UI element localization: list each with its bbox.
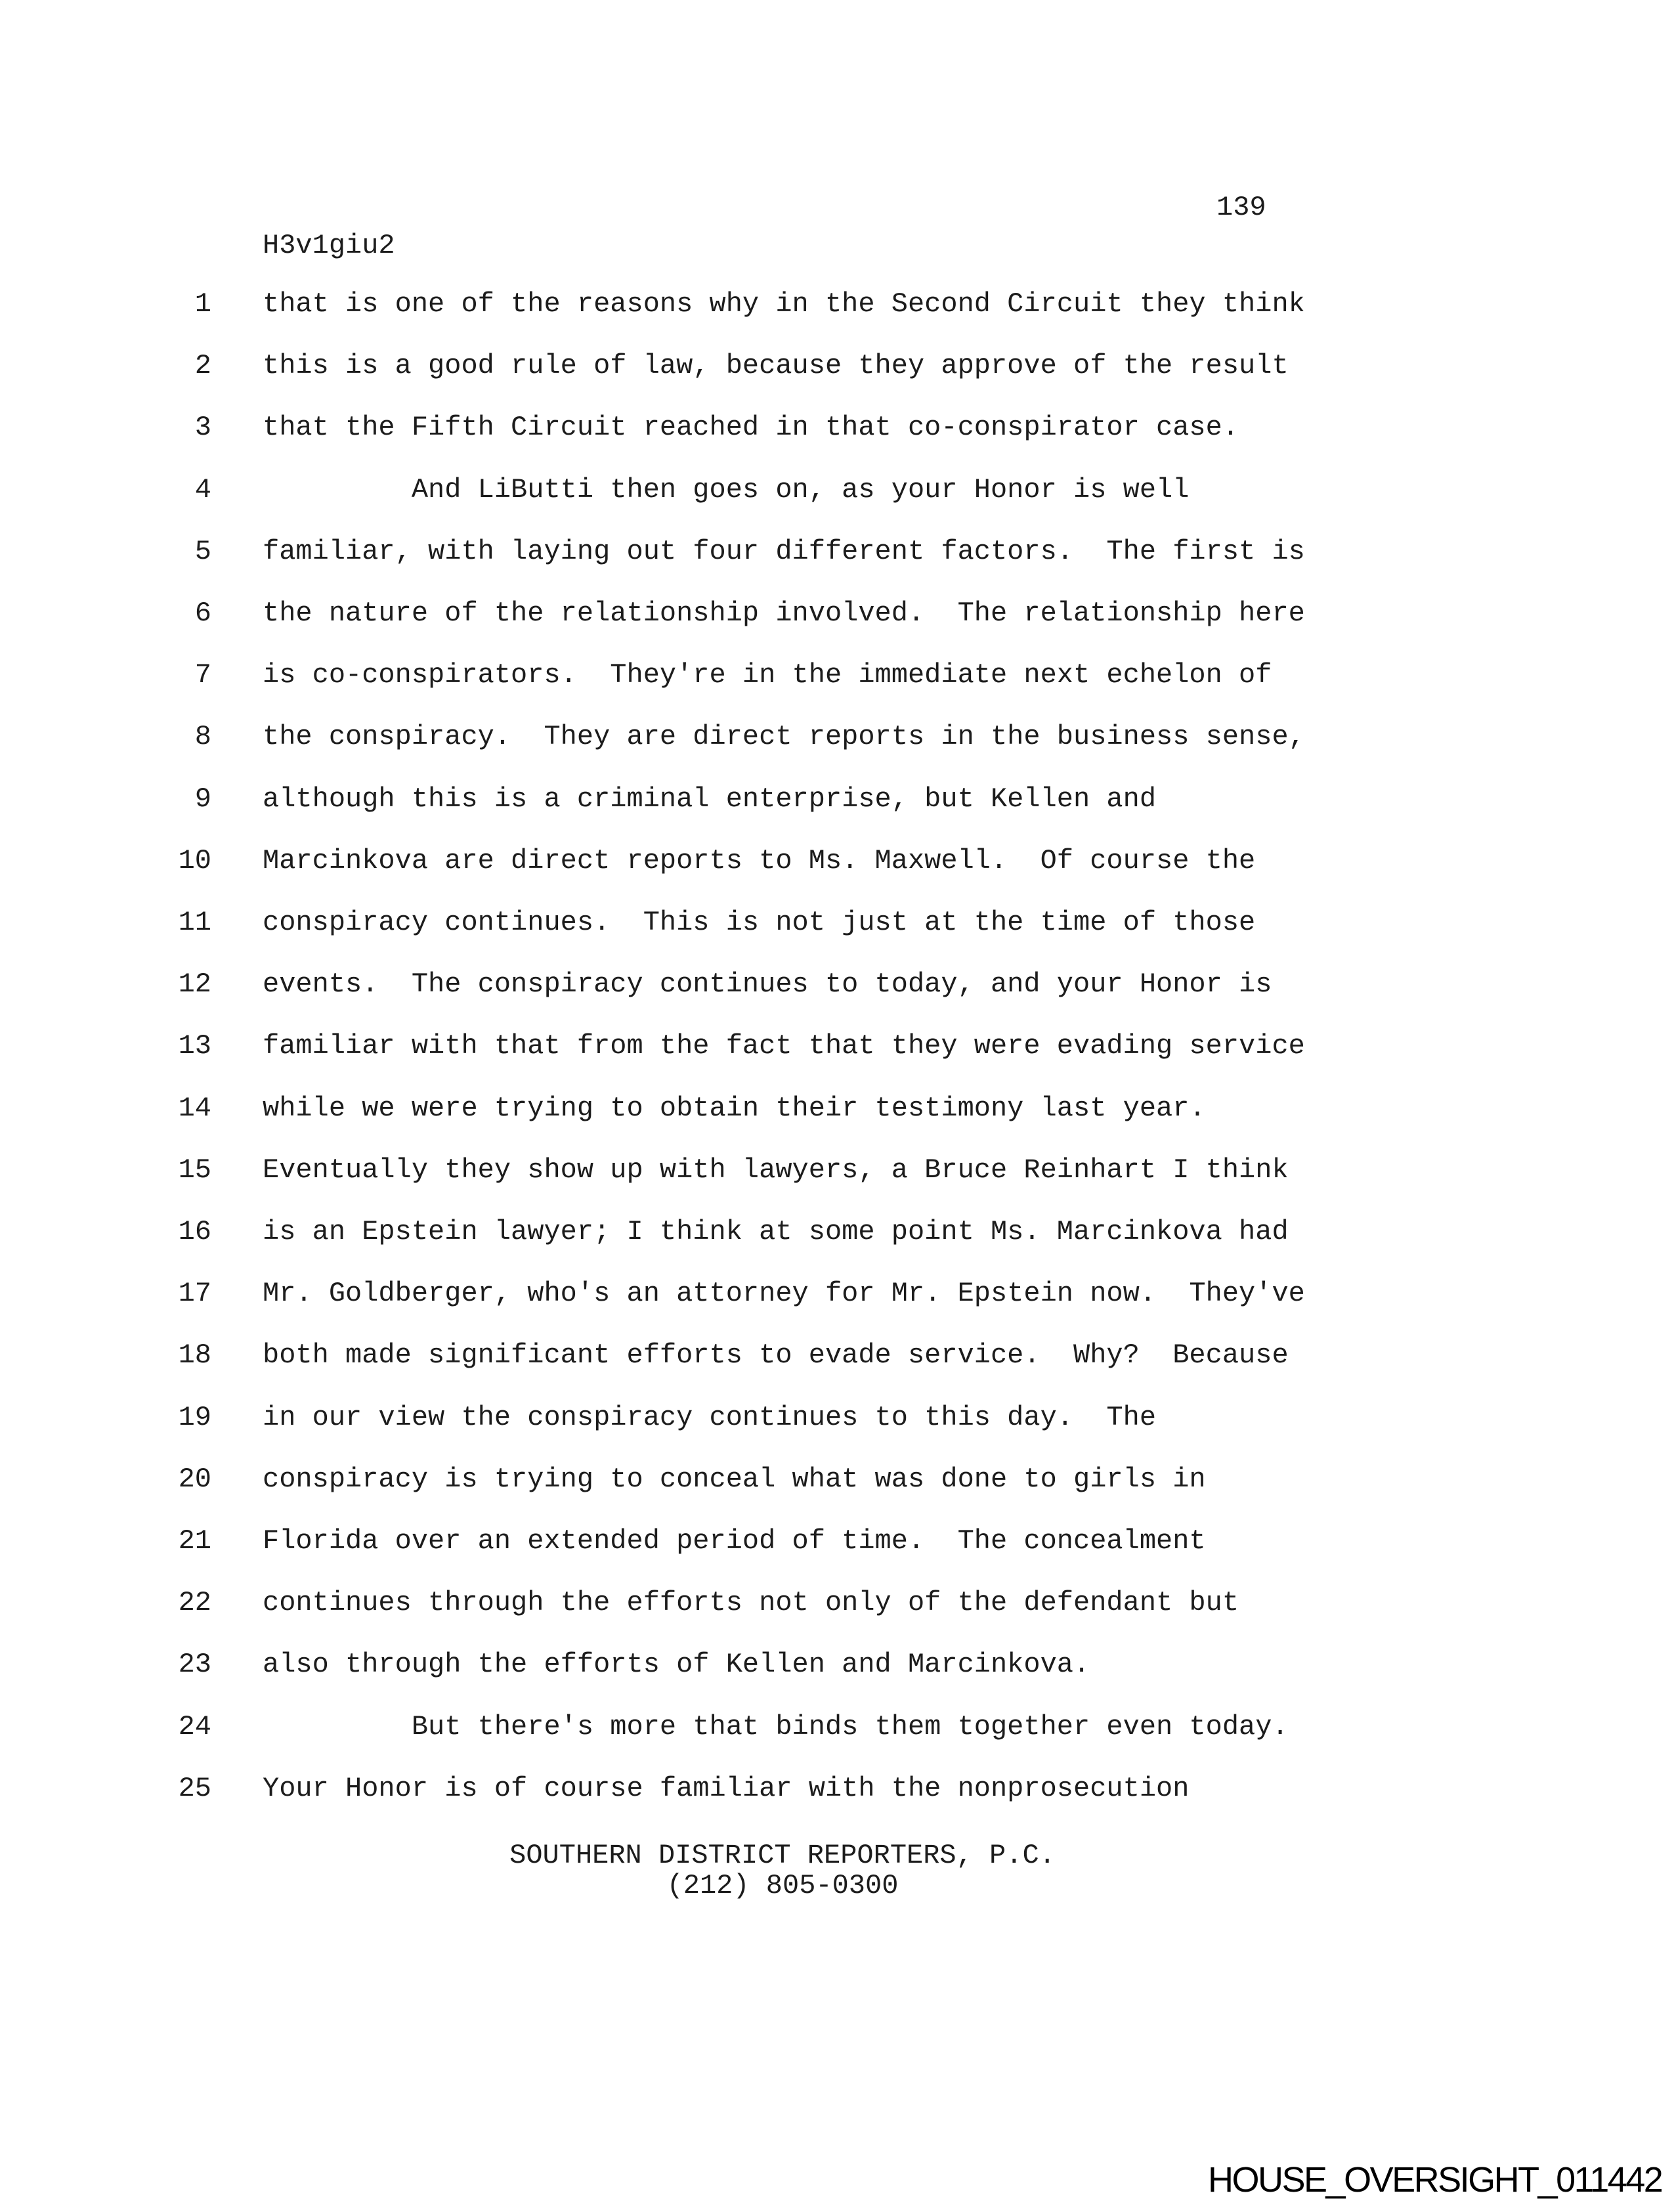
line-text: familiar with that from the fact that they were evading service bbox=[263, 1030, 1305, 1062]
transcript-line bbox=[0, 1589, 1674, 1651]
transcript-line bbox=[0, 1341, 1674, 1403]
line-text: while we were trying to obtain their testimony last year. bbox=[263, 1093, 1206, 1124]
line-text: And LiButti then goes on, as your Honor is well bbox=[263, 474, 1190, 506]
transcript-line bbox=[0, 599, 1674, 661]
line-number: 22 bbox=[178, 1587, 211, 1618]
line-number: 14 bbox=[178, 1093, 211, 1124]
transcript-line bbox=[0, 1095, 1674, 1156]
line-number: 12 bbox=[178, 968, 211, 1000]
line-text: the nature of the relationship involved. The relationship here bbox=[263, 597, 1305, 629]
line-text: Your Honor is of course familiar with the nonprosecution bbox=[263, 1773, 1190, 1804]
transcript-line bbox=[0, 1651, 1674, 1712]
line-number: 23 bbox=[178, 1649, 211, 1680]
line-text: that the Fifth Circuit reached in that co-conspirator case. bbox=[263, 412, 1239, 443]
line-text: Florida over an extended period of time. The concealment bbox=[263, 1525, 1206, 1557]
reporter-name: SOUTHERN DISTRICT REPORTERS, P.C. bbox=[509, 1840, 1056, 1871]
line-text: Eventually they show up with lawyers, a Bruce Reinhart I think bbox=[263, 1154, 1289, 1186]
line-number: 10 bbox=[178, 845, 211, 877]
line-text: in our view the conspiracy continues to this day. The bbox=[263, 1402, 1157, 1433]
transcript-line bbox=[0, 352, 1674, 414]
line-number: 11 bbox=[178, 907, 211, 938]
transcript-line bbox=[0, 1218, 1674, 1280]
line-text: conspiracy is trying to conceal what was done to girls in bbox=[263, 1464, 1206, 1495]
transcript-line bbox=[0, 538, 1674, 599]
transcript-line bbox=[0, 1404, 1674, 1465]
line-number: 13 bbox=[178, 1030, 211, 1062]
transcript-line bbox=[0, 723, 1674, 785]
line-number: 4 bbox=[194, 474, 211, 506]
reporter-phone: (212) 805-0300 bbox=[666, 1870, 899, 1901]
line-text: is co-conspirators. They're in the immediate next echelon of bbox=[263, 659, 1272, 691]
line-text: familiar, with laying out four different factors. The first is bbox=[263, 536, 1305, 567]
transcript-line bbox=[0, 1775, 1674, 1836]
line-number: 9 bbox=[194, 783, 211, 815]
line-text: also through the efforts of Kellen and Marcinkova. bbox=[263, 1649, 1090, 1680]
line-number: 24 bbox=[178, 1711, 211, 1743]
line-number: 5 bbox=[194, 536, 211, 567]
line-number: 6 bbox=[194, 597, 211, 629]
line-text: But there's more that binds them together even today. bbox=[263, 1711, 1289, 1743]
line-text: events. The conspiracy continues to today, and your Honor is bbox=[263, 968, 1272, 1000]
transcript-line bbox=[0, 1713, 1674, 1775]
line-number: 20 bbox=[178, 1464, 211, 1495]
transcript-line bbox=[0, 1465, 1674, 1527]
page-number: 139 bbox=[1216, 192, 1266, 223]
line-number: 25 bbox=[178, 1773, 211, 1804]
transcript-line bbox=[0, 970, 1674, 1032]
line-number: 7 bbox=[194, 659, 211, 691]
bates-stamp: HOUSE_OVERSIGHT_011442 bbox=[1208, 2160, 1662, 2200]
line-number: 8 bbox=[194, 721, 211, 752]
line-text: continues through the efforts not only of the defendant but bbox=[263, 1587, 1239, 1618]
transcript-line bbox=[0, 476, 1674, 538]
transcript-line bbox=[0, 290, 1674, 352]
line-number: 16 bbox=[178, 1216, 211, 1247]
line-text: that is one of the reasons why in the Second Circuit they think bbox=[263, 288, 1305, 320]
transcript-line bbox=[0, 1032, 1674, 1094]
line-text: Marcinkova are direct reports to Ms. Maxwell. Of course the bbox=[263, 845, 1256, 877]
line-text: although this is a criminal enterprise, but Kellen and bbox=[263, 783, 1157, 815]
transcript-line bbox=[0, 414, 1674, 475]
transcript-line bbox=[0, 909, 1674, 970]
line-number: 2 bbox=[194, 350, 211, 381]
line-text: this is a good rule of law, because they approve of the result bbox=[263, 350, 1289, 381]
line-text: is an Epstein lawyer; I think at some point Ms. Marcinkova had bbox=[263, 1216, 1289, 1247]
transcript-line bbox=[0, 1280, 1674, 1341]
transcript-id: H3v1giu2 bbox=[263, 230, 395, 261]
line-text: conspiracy continues. This is not just at the time of those bbox=[263, 907, 1256, 938]
transcript-line bbox=[0, 847, 1674, 909]
line-number: 3 bbox=[194, 412, 211, 443]
transcript-line bbox=[0, 661, 1674, 723]
line-number: 15 bbox=[178, 1154, 211, 1186]
transcript-line bbox=[0, 1527, 1674, 1589]
line-text: Mr. Goldberger, who's an attorney for Mr. Epstein now. They've bbox=[263, 1278, 1305, 1309]
line-number: 1 bbox=[194, 288, 211, 320]
line-text: both made significant efforts to evade service. Why? Because bbox=[263, 1339, 1289, 1371]
transcript-line bbox=[0, 1156, 1674, 1218]
line-number: 17 bbox=[178, 1278, 211, 1309]
line-text: the conspiracy. They are direct reports in the business sense, bbox=[263, 721, 1305, 752]
line-number: 18 bbox=[178, 1339, 211, 1371]
line-number: 19 bbox=[178, 1402, 211, 1433]
transcript-line bbox=[0, 785, 1674, 847]
line-number: 21 bbox=[178, 1525, 211, 1557]
